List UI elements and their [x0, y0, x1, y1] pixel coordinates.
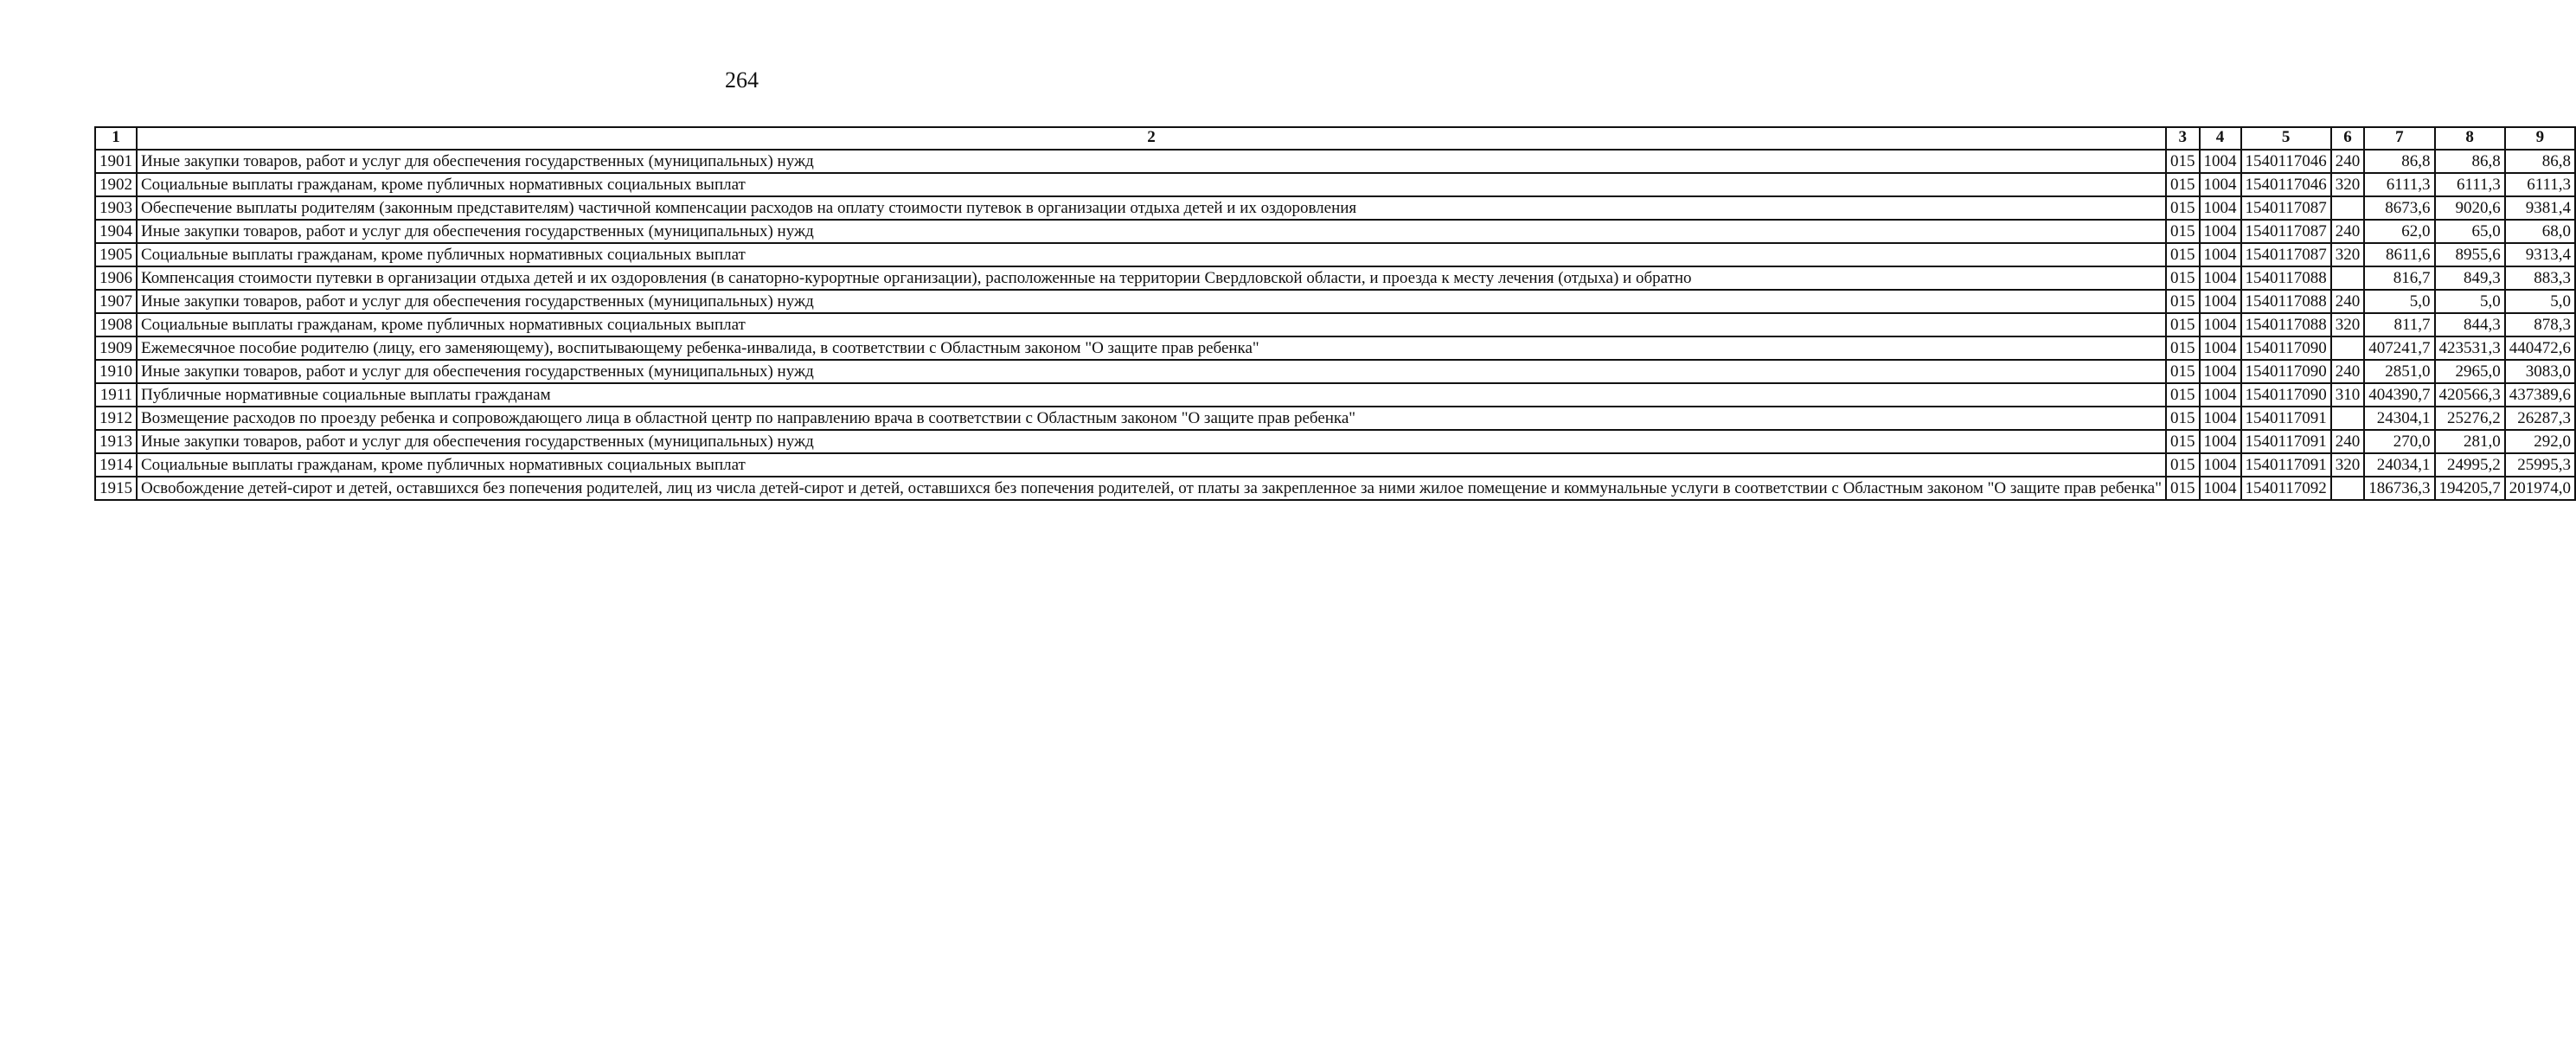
row-description: Социальные выплаты гражданам, кроме публичных нормативных социальных выплат: [137, 453, 2166, 477]
table-row: [95, 173, 2575, 196]
row-amount-col8: 420566,3: [2435, 383, 2505, 407]
row-amount-col7: 8673,6: [2364, 196, 2434, 220]
col-header-4: 4: [2200, 127, 2241, 150]
table-row: [95, 336, 2575, 360]
row-code-col5: 1540117087: [2241, 220, 2331, 243]
row-amount-col9: 26287,3: [2505, 407, 2575, 430]
row-amount-col9: 437389,6: [2505, 383, 2575, 407]
row-code-col3: 015: [2166, 430, 2200, 453]
row-amount-col9: 292,0: [2505, 430, 2575, 453]
row-code-col6: [2331, 266, 2365, 290]
row-amount-col8: 849,3: [2435, 266, 2505, 290]
row-code-col4: 1004: [2200, 360, 2241, 383]
row-description: Социальные выплаты гражданам, кроме публичных нормативных социальных выплат: [137, 173, 2166, 196]
row-amount-col9: 68,0: [2505, 220, 2575, 243]
row-code-col3: 015: [2166, 150, 2200, 173]
row-amount-col7: 62,0: [2364, 220, 2434, 243]
row-amount-col7: 86,8: [2364, 150, 2434, 173]
row-amount-col7: 186736,3: [2364, 477, 2434, 500]
row-description: Ежемесячное пособие родителю (лицу, его заменяющему), воспитывающему ребенка-инвалида, в соответствии с Областным законом "О защите прав ребенка": [137, 336, 2166, 360]
row-code-col5: 1540117087: [2241, 243, 2331, 266]
row-amount-col9: 86,8: [2505, 150, 2575, 173]
row-number: 1915: [95, 477, 137, 500]
row-amount-col8: 194205,7: [2435, 477, 2505, 500]
table-row: [95, 313, 2575, 336]
row-code-col5: 1540117090: [2241, 360, 2331, 383]
row-number: 1902: [95, 173, 137, 196]
row-code-col6: 320: [2331, 453, 2365, 477]
table-row: [95, 290, 2575, 313]
row-amount-col7: 8611,6: [2364, 243, 2434, 266]
row-description: Освобождение детей-сирот и детей, оставшихся без попечения родителей, лиц из числа детей-сирот и детей, оставшихся без попечения родителей, от платы за закрепленное за ними жилое помещение и коммунальные услуги в соответствии с Областным законом "О защите прав ребенка": [137, 477, 2166, 500]
row-description: Иные закупки товаров, работ и услуг для обеспечения государственных (муниципальных) нужд: [137, 150, 2166, 173]
row-code-col5: 1540117091: [2241, 453, 2331, 477]
row-number: 1914: [95, 453, 137, 477]
row-code-col4: 1004: [2200, 477, 2241, 500]
row-description: Обеспечение выплаты родителям (законным представителям) частичной компенсации расходов на оплату стоимости путевок в организации отдыха детей и их оздоровления: [137, 196, 2166, 220]
row-amount-col7: 811,7: [2364, 313, 2434, 336]
row-code-col6: [2331, 196, 2365, 220]
row-amount-col8: 6111,3: [2435, 173, 2505, 196]
col-header-7: 7: [2364, 127, 2434, 150]
row-number: 1909: [95, 336, 137, 360]
row-amount-col9: 201974,0: [2505, 477, 2575, 500]
row-code-col6: 320: [2331, 243, 2365, 266]
row-code-col4: 1004: [2200, 266, 2241, 290]
table-row: [95, 360, 2575, 383]
row-code-col4: 1004: [2200, 336, 2241, 360]
row-code-col4: 1004: [2200, 430, 2241, 453]
row-description: Иные закупки товаров, работ и услуг для обеспечения государственных (муниципальных) нужд: [137, 430, 2166, 453]
row-amount-col9: 5,0: [2505, 290, 2575, 313]
row-amount-col8: 65,0: [2435, 220, 2505, 243]
row-code-col5: 1540117090: [2241, 383, 2331, 407]
row-amount-col8: 423531,3: [2435, 336, 2505, 360]
row-code-col4: 1004: [2200, 313, 2241, 336]
row-code-col6: 240: [2331, 360, 2365, 383]
row-amount-col9: 878,3: [2505, 313, 2575, 336]
row-code-col5: 1540117087: [2241, 196, 2331, 220]
row-number: 1907: [95, 290, 137, 313]
row-description: Иные закупки товаров, работ и услуг для обеспечения государственных (муниципальных) нужд: [137, 290, 2166, 313]
row-amount-col9: 440472,6: [2505, 336, 2575, 360]
row-code-col3: 015: [2166, 220, 2200, 243]
table-row: [95, 383, 2575, 407]
row-amount-col7: 270,0: [2364, 430, 2434, 453]
row-code-col6: 320: [2331, 173, 2365, 196]
table-row: [95, 243, 2575, 266]
col-header-9: 9: [2505, 127, 2575, 150]
row-amount-col8: 844,3: [2435, 313, 2505, 336]
row-code-col3: 015: [2166, 336, 2200, 360]
row-code-col3: 015: [2166, 383, 2200, 407]
table-row: [95, 196, 2575, 220]
row-code-col6: [2331, 336, 2365, 360]
row-code-col5: 1540117088: [2241, 313, 2331, 336]
row-number: 1906: [95, 266, 137, 290]
row-code-col4: 1004: [2200, 173, 2241, 196]
row-amount-col7: 407241,7: [2364, 336, 2434, 360]
row-code-col6: 240: [2331, 430, 2365, 453]
row-description: Публичные нормативные социальные выплаты гражданам: [137, 383, 2166, 407]
row-code-col6: 240: [2331, 150, 2365, 173]
row-code-col6: [2331, 407, 2365, 430]
row-amount-col7: 816,7: [2364, 266, 2434, 290]
row-amount-col7: 5,0: [2364, 290, 2434, 313]
row-amount-col7: 24304,1: [2364, 407, 2434, 430]
row-code-col4: 1004: [2200, 150, 2241, 173]
row-code-col3: 015: [2166, 477, 2200, 500]
table-row: [95, 266, 2575, 290]
row-number: 1910: [95, 360, 137, 383]
row-code-col5: 1540117046: [2241, 173, 2331, 196]
row-code-col6: [2331, 477, 2365, 500]
row-amount-col9: 3083,0: [2505, 360, 2575, 383]
row-amount-col9: 9313,4: [2505, 243, 2575, 266]
row-amount-col7: 404390,7: [2364, 383, 2434, 407]
row-code-col5: 1540117091: [2241, 407, 2331, 430]
row-amount-col8: 25276,2: [2435, 407, 2505, 430]
row-code-col3: 015: [2166, 290, 2200, 313]
row-code-col5: 1540117091: [2241, 430, 2331, 453]
row-description: Компенсация стоимости путевки в организации отдыха детей и их оздоровления (в санаторно-курортные организации), расположенные на территории Свердловской области, и проезда к месту лечения (отдыха) и обратно: [137, 266, 2166, 290]
col-header-5: 5: [2241, 127, 2331, 150]
row-amount-col7: 6111,3: [2364, 173, 2434, 196]
row-description: Социальные выплаты гражданам, кроме публичных нормативных социальных выплат: [137, 243, 2166, 266]
row-amount-col7: 24034,1: [2364, 453, 2434, 477]
row-code-col3: 015: [2166, 196, 2200, 220]
table-row: [95, 430, 2575, 453]
row-code-col4: 1004: [2200, 243, 2241, 266]
row-code-col3: 015: [2166, 243, 2200, 266]
row-amount-col8: 2965,0: [2435, 360, 2505, 383]
row-number: 1905: [95, 243, 137, 266]
row-amount-col9: 9381,4: [2505, 196, 2575, 220]
row-number: 1901: [95, 150, 137, 173]
row-description: Иные закупки товаров, работ и услуг для обеспечения государственных (муниципальных) нужд: [137, 360, 2166, 383]
row-code-col4: 1004: [2200, 453, 2241, 477]
row-amount-col8: 9020,6: [2435, 196, 2505, 220]
row-code-col4: 1004: [2200, 407, 2241, 430]
table-row: [95, 477, 2575, 500]
row-number: 1912: [95, 407, 137, 430]
row-amount-col8: 5,0: [2435, 290, 2505, 313]
row-code-col3: 015: [2166, 407, 2200, 430]
row-code-col3: 015: [2166, 266, 2200, 290]
row-code-col4: 1004: [2200, 220, 2241, 243]
col-header-6: 6: [2331, 127, 2365, 150]
row-description: Иные закупки товаров, работ и услуг для обеспечения государственных (муниципальных) нужд: [137, 220, 2166, 243]
row-code-col4: 1004: [2200, 290, 2241, 313]
col-header-3: 3: [2166, 127, 2200, 150]
row-amount-col8: 24995,2: [2435, 453, 2505, 477]
table-row: [95, 453, 2575, 477]
row-description: Возмещение расходов по проезду ребенка и сопровождающего лица в областной центр по направлению врача в соответствии с Областным законом "О защите прав ребенка": [137, 407, 2166, 430]
row-code-col6: 240: [2331, 220, 2365, 243]
row-number: 1903: [95, 196, 137, 220]
table-row: [95, 407, 2575, 430]
row-number: 1904: [95, 220, 137, 243]
row-number: 1913: [95, 430, 137, 453]
row-code-col4: 1004: [2200, 383, 2241, 407]
row-code-col4: 1004: [2200, 196, 2241, 220]
table-row: [95, 150, 2575, 173]
page-number: 264: [725, 67, 759, 93]
row-code-col6: 310: [2331, 383, 2365, 407]
table-header-row: [95, 127, 2575, 150]
table-row: [95, 220, 2575, 243]
row-number: 1908: [95, 313, 137, 336]
row-code-col5: 1540117090: [2241, 336, 2331, 360]
row-code-col5: 1540117088: [2241, 290, 2331, 313]
row-amount-col8: 86,8: [2435, 150, 2505, 173]
row-amount-col9: 25995,3: [2505, 453, 2575, 477]
row-code-col6: 240: [2331, 290, 2365, 313]
row-amount-col9: 883,3: [2505, 266, 2575, 290]
row-code-col5: 1540117046: [2241, 150, 2331, 173]
row-code-col6: 320: [2331, 313, 2365, 336]
col-header-2: 2: [137, 127, 2166, 150]
row-number: 1911: [95, 383, 137, 407]
row-amount-col8: 281,0: [2435, 430, 2505, 453]
row-description: Социальные выплаты гражданам, кроме публичных нормативных социальных выплат: [137, 313, 2166, 336]
row-code-col5: 1540117088: [2241, 266, 2331, 290]
col-header-1: 1: [95, 127, 137, 150]
row-code-col3: 015: [2166, 173, 2200, 196]
row-amount-col9: 6111,3: [2505, 173, 2575, 196]
row-code-col5: 1540117092: [2241, 477, 2331, 500]
row-code-col3: 015: [2166, 313, 2200, 336]
row-amount-col8: 8955,6: [2435, 243, 2505, 266]
row-code-col3: 015: [2166, 360, 2200, 383]
row-code-col3: 015: [2166, 453, 2200, 477]
col-header-8: 8: [2435, 127, 2505, 150]
row-amount-col7: 2851,0: [2364, 360, 2434, 383]
budget-table: [94, 126, 2576, 501]
